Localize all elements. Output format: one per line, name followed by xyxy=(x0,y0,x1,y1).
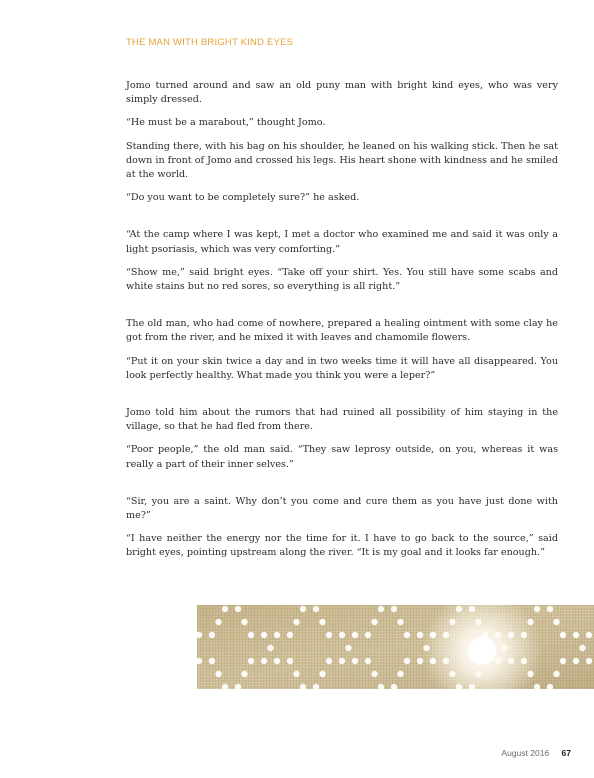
sequin-dot xyxy=(287,632,293,638)
sequin-dot xyxy=(326,632,332,638)
sequin-dot xyxy=(586,658,592,664)
sequin-dot xyxy=(534,606,540,612)
running-header: THE MAN WITH BRIGHT KIND EYES xyxy=(126,37,294,48)
sequin-dot xyxy=(215,671,221,677)
sequin-dot xyxy=(339,632,345,638)
decorative-banner xyxy=(197,605,594,689)
sequin-dot xyxy=(345,645,351,651)
sequin-dot xyxy=(560,632,566,638)
sequin-dot xyxy=(417,658,423,664)
sequin-dot xyxy=(215,619,221,625)
sequin-dot xyxy=(287,658,293,664)
sequin-dot xyxy=(293,619,299,625)
sequin-dot xyxy=(404,658,410,664)
sequin-dot xyxy=(371,619,377,625)
sequin-dot xyxy=(560,658,566,664)
paragraph: “He must be a marabout,” thought Jomo. xyxy=(126,117,326,129)
sequin-dot xyxy=(553,619,559,625)
sequin-dot xyxy=(417,632,423,638)
article-body xyxy=(126,79,558,570)
sequin-dot xyxy=(339,658,345,664)
sequin-dot xyxy=(378,606,384,612)
section-gap xyxy=(126,392,558,406)
sequin-dot xyxy=(573,658,579,664)
sequin-dot xyxy=(209,632,215,638)
sequin-pattern xyxy=(197,605,594,689)
sequin-dot xyxy=(553,671,559,677)
sequin-dot xyxy=(319,671,325,677)
section-gap xyxy=(126,303,558,317)
section-gap xyxy=(126,214,558,228)
sequin-dot xyxy=(267,645,273,651)
sequin-dot xyxy=(300,606,306,612)
paragraph: Jomo turned around and saw an old puny man with bright kind eyes, who was very simply dressed. xyxy=(126,80,558,106)
sequin-dot xyxy=(371,671,377,677)
sequin-dot xyxy=(261,632,267,638)
paragraph: “Poor people,” the old man said. “They saw leprosy outside, on you, whereas it was really a part of their inner selves.” xyxy=(126,444,558,470)
sequin-dot xyxy=(241,619,247,625)
sequin-dot xyxy=(365,632,371,638)
sequin-dot xyxy=(586,632,592,638)
sequin-dot xyxy=(293,671,299,677)
sequin-dot xyxy=(573,632,579,638)
sequin-dot xyxy=(313,606,319,612)
sequin-dot xyxy=(352,658,358,664)
paragraph: “Show me,” said bright eyes. “Take off your shirt. Yes. You still have some scabs and white stains but no red sores, so everything is all right.” xyxy=(126,266,558,293)
sequin-dot xyxy=(352,632,358,638)
sequin-dot xyxy=(209,658,215,664)
sequin-dot xyxy=(274,658,280,664)
sequin-dot xyxy=(397,671,403,677)
sequin-dot xyxy=(248,658,254,664)
paragraph: “Put it on your skin twice a day and in two weeks time it will have all disappeared. You look perfectly healthy. What made you think you were a leper?” xyxy=(126,355,558,381)
sequin-dot xyxy=(222,606,228,612)
section-gap xyxy=(126,481,558,495)
page-number: 67 xyxy=(561,748,571,758)
paragraph: “I have neither the energy nor the time for it. I have to go back to the source,” said bright eyes, pointing upstream along the river. “It is my goal and it looks far enough.” xyxy=(126,533,558,559)
sequin-dot xyxy=(248,632,254,638)
page-footer xyxy=(501,748,571,758)
sequin-dot xyxy=(241,671,247,677)
paragraph: “Sir, you are a saint. Why don’t you come and cure them as you have just done with me?” xyxy=(126,495,558,522)
sequin-dot xyxy=(404,632,410,638)
paragraph: Jomo told him about the rumors that had ruined all possibility of him staying in the village, so that he had fled from there. xyxy=(126,407,558,433)
issue-date: August 2016 xyxy=(501,748,550,758)
sequin-dot xyxy=(326,658,332,664)
sequin-dot xyxy=(579,645,585,651)
sequin-dot xyxy=(235,606,241,612)
paragraph: “At the camp where I was kept, I met a doctor who examined me and said it was only a light psoriasis, which was very comforting.” xyxy=(126,229,558,255)
sequin-dot xyxy=(547,606,553,612)
sequin-dot xyxy=(397,619,403,625)
sequin-dot xyxy=(274,632,280,638)
paragraph: Standing there, with his bag on his shoulder, he leaned on his walking stick. Then he sat down in front of Jomo and crossed his legs. His heart shone with kindness and he smiled at the world. xyxy=(126,140,558,181)
paragraph: The old man, who had come of nowhere, prepared a healing ointment with some clay he got from the river, and he mixed it with leaves and chamomile flowers. xyxy=(126,318,558,344)
sequin-dot xyxy=(365,658,371,664)
sequin-dot xyxy=(319,619,325,625)
sequin-dot xyxy=(261,658,267,664)
sequin-dot xyxy=(391,606,397,612)
paragraph: “Do you want to be completely sure?” he asked. xyxy=(126,192,360,204)
